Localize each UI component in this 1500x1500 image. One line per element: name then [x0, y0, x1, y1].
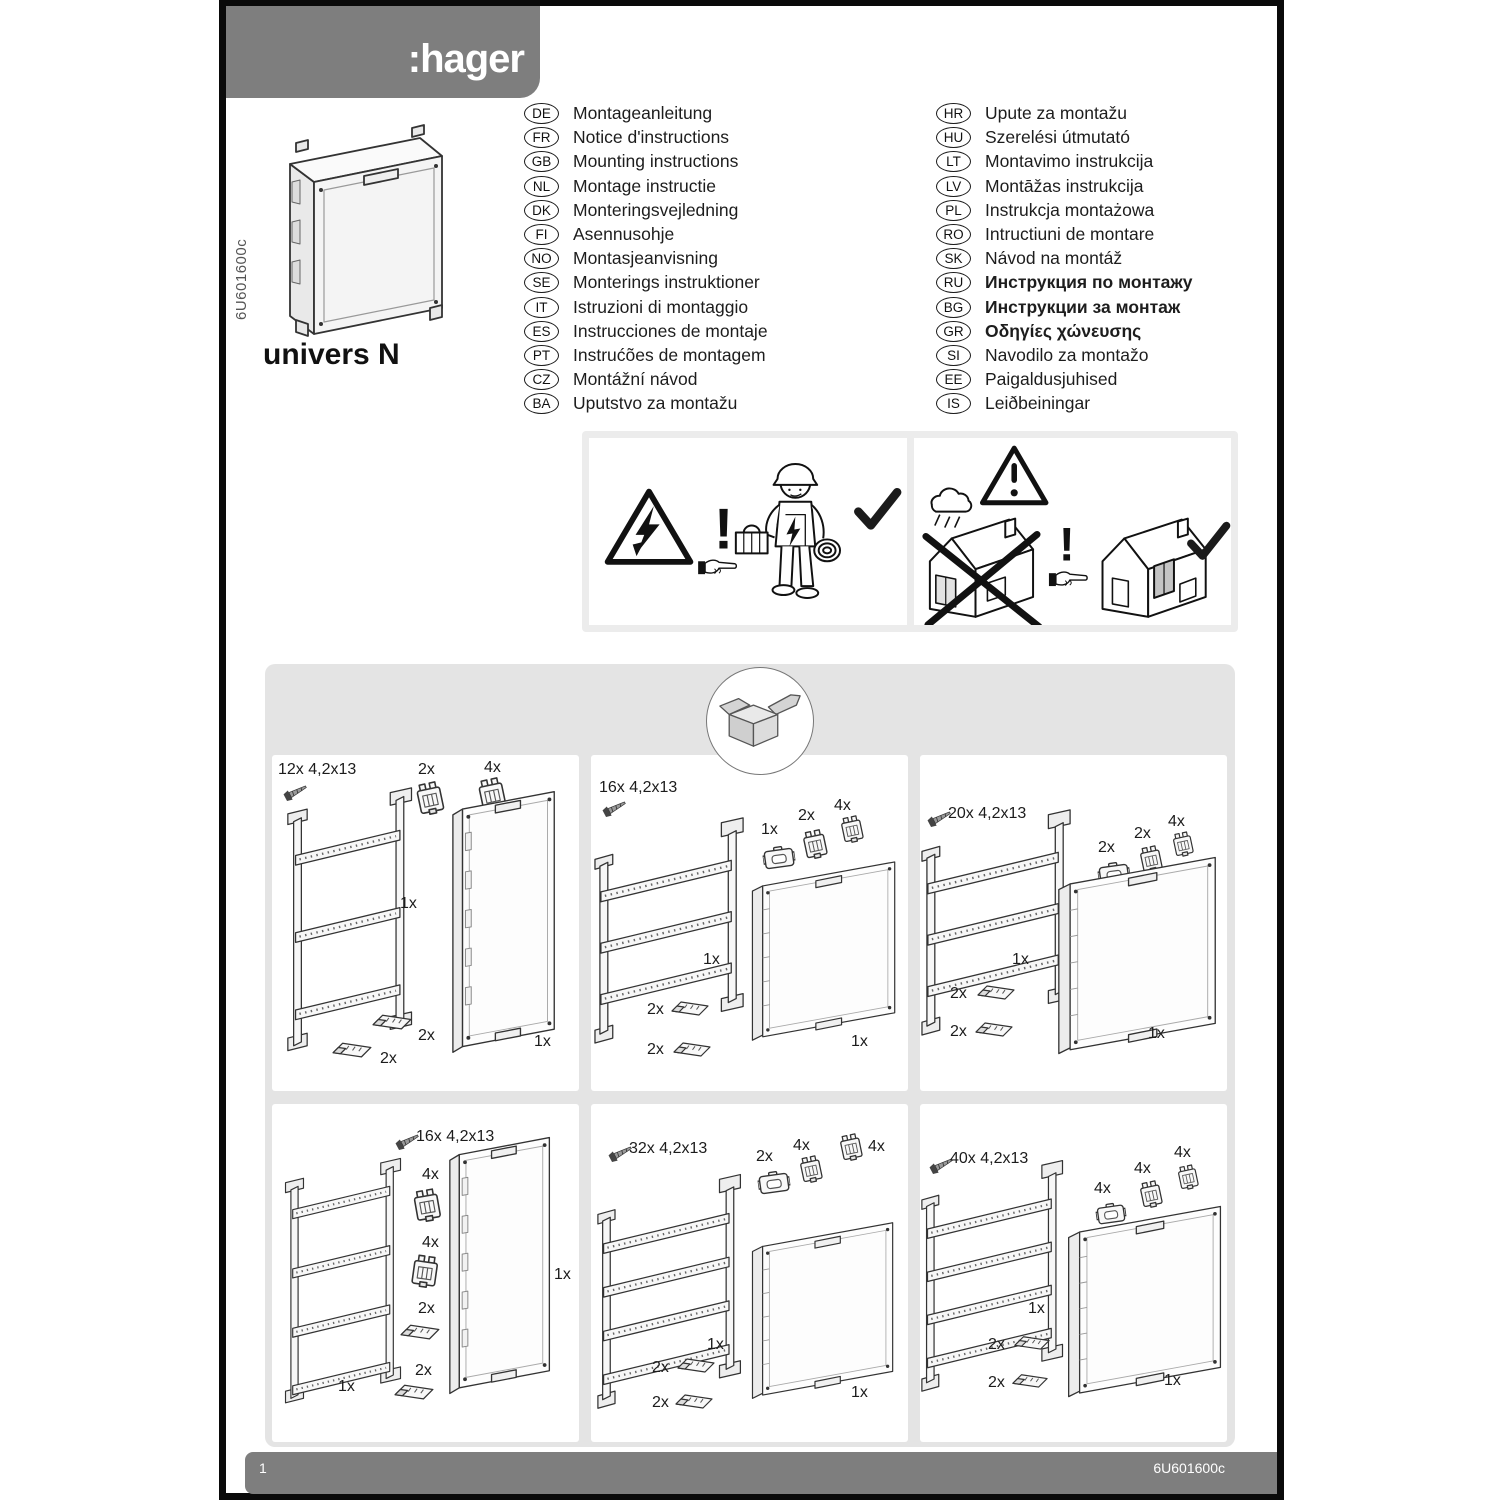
- language-label: Notice d'instructions: [573, 127, 730, 148]
- language-row: [524, 103, 768, 124]
- language-label: Asennusohje: [573, 223, 675, 244]
- electrician-figure-icon: [736, 464, 840, 598]
- qty-label: 1x: [1148, 1025, 1165, 1042]
- language-code-badge: PT: [524, 345, 559, 366]
- language-label: Инструкции за монтаж: [985, 296, 1181, 317]
- safety-pictogram-band: [582, 431, 1238, 632]
- language-label: Montage instructie: [573, 175, 716, 196]
- language-row: [936, 297, 1193, 318]
- frame-diagram: [596, 1166, 748, 1413]
- language-label: Monteringsvejledning: [573, 199, 739, 220]
- header-bar: [226, 6, 540, 98]
- clip-icon: [409, 1186, 444, 1225]
- language-code-badge: CZ: [524, 369, 559, 390]
- connector-icon: [1010, 1370, 1050, 1389]
- cover-diagram: [450, 780, 561, 1065]
- connector-icon: [370, 1010, 414, 1031]
- qty-label: 2x: [1134, 825, 1151, 842]
- language-list-right: [936, 103, 1193, 417]
- language-code-badge: NO: [524, 248, 559, 269]
- qty-label: 4x: [1134, 1160, 1151, 1177]
- qty-label: 2x: [988, 1374, 1005, 1391]
- language-label: Instrukcja montażowa: [985, 199, 1155, 220]
- language-label: Οδηγίες χώνευσης: [985, 320, 1142, 341]
- qty-label: 1x: [707, 1336, 724, 1353]
- qty-label: 2x: [418, 1027, 435, 1044]
- qty-label: 2x: [418, 761, 435, 778]
- connector-icon: [398, 1320, 442, 1341]
- language-code-badge: SI: [936, 345, 971, 366]
- clip-icon: [408, 1252, 442, 1290]
- connector-icon: [392, 1380, 436, 1401]
- electric-hazard-triangle-icon: [608, 492, 691, 562]
- qty-label: 1x: [554, 1266, 571, 1283]
- page-border-left: [219, 0, 226, 1500]
- qty-label: 2x: [380, 1050, 397, 1067]
- qty-label: 2x: [415, 1362, 432, 1379]
- language-row: [524, 297, 768, 318]
- language-code-badge: DK: [524, 200, 559, 221]
- language-code-badge: EE: [936, 369, 971, 390]
- open-box-icon: [718, 690, 802, 752]
- connector-icon: [675, 1354, 717, 1374]
- language-label: Paigaldusjuhised: [985, 369, 1118, 390]
- kit-panel-5: [591, 1104, 908, 1442]
- language-code-badge: GR: [936, 321, 971, 342]
- language-row: [524, 369, 768, 390]
- cover-diagram: [749, 855, 899, 1048]
- language-code-badge: DE: [524, 103, 559, 124]
- unpacking-badge: [706, 667, 814, 775]
- screw-spec-label: 20x 4,2x13: [948, 805, 1027, 822]
- qty-label: 2x: [652, 1394, 669, 1411]
- language-label: Instrucciones de montaje: [573, 320, 768, 341]
- language-list-left: [524, 103, 768, 417]
- language-code-badge: BG: [936, 297, 971, 318]
- cover-diagram: [749, 1216, 897, 1406]
- connector-icon: [671, 1038, 713, 1058]
- kit-panel-6: [920, 1104, 1227, 1442]
- clip-icon: [796, 1153, 825, 1185]
- qty-label: 2x: [652, 1359, 669, 1376]
- qty-label: 1x: [1164, 1372, 1181, 1389]
- cover-diagram: [1055, 850, 1220, 1062]
- language-row: [936, 151, 1193, 172]
- language-label: Montageanleitung: [573, 103, 713, 123]
- language-code-badge: HU: [936, 127, 971, 148]
- qty-label: 1x: [534, 1033, 551, 1050]
- language-label: Návod na montáž: [985, 248, 1123, 269]
- screw-spec-label: 40x 4,2x13: [950, 1150, 1029, 1167]
- language-code-badge: GB: [524, 151, 559, 172]
- qty-label: 4x: [1174, 1144, 1191, 1161]
- language-row: [936, 176, 1193, 197]
- language-code-badge: HR: [936, 103, 971, 124]
- kit-panel-4: [272, 1104, 579, 1442]
- connector-icon: [1012, 1332, 1052, 1351]
- language-row: [524, 224, 768, 245]
- house-indoor-ok-icon: [1102, 519, 1205, 617]
- language-code-badge: NL: [524, 176, 559, 197]
- language-code-badge: IT: [524, 297, 559, 318]
- connector-icon: [975, 981, 1017, 1001]
- language-code-badge: SK: [936, 248, 971, 269]
- qty-label: 4x: [834, 797, 851, 814]
- kit-panel-3: [920, 755, 1227, 1091]
- product-code-vertical: 6U601600c: [233, 238, 250, 320]
- language-row: [936, 103, 1193, 124]
- qty-label: 4x: [1168, 813, 1185, 830]
- language-code-badge: LT: [936, 151, 971, 172]
- qty-label: 1x: [1028, 1300, 1045, 1317]
- language-code-badge: ES: [524, 321, 559, 342]
- qty-label: 1x: [703, 951, 720, 968]
- language-row: [524, 248, 768, 269]
- language-row: [936, 321, 1193, 342]
- language-label: Navodilo za montažo: [985, 344, 1149, 365]
- language-label: Montážní návod: [573, 369, 698, 390]
- language-row: [524, 272, 768, 293]
- qty-label: 2x: [798, 807, 815, 824]
- kit-panel-1: [272, 755, 579, 1091]
- language-code-badge: PL: [936, 200, 971, 221]
- connector-icon: [673, 1390, 715, 1410]
- hager-logo: :hager: [407, 37, 524, 81]
- frame-diagram: [920, 1152, 1070, 1396]
- qty-label: 2x: [647, 1041, 664, 1058]
- footer-doc-code: 6U601600c: [1153, 1460, 1225, 1476]
- qty-label: 2x: [418, 1300, 435, 1317]
- language-row: [524, 127, 768, 148]
- qty-label: 2x: [950, 1023, 967, 1040]
- language-label: Mounting instructions: [573, 151, 739, 172]
- qty-label: 4x: [422, 1166, 439, 1183]
- connector-icon: [330, 1038, 374, 1059]
- qty-label: 2x: [950, 985, 967, 1002]
- cover-diagram: [447, 1126, 556, 1406]
- language-row: [936, 272, 1193, 293]
- cover-diagram: [1065, 1199, 1225, 1405]
- qty-label: 1x: [761, 821, 778, 838]
- checkmark-icon: [858, 492, 897, 525]
- clip-icon: [756, 1168, 791, 1198]
- language-row: [524, 200, 768, 221]
- qty-label: 1x: [400, 895, 417, 912]
- language-row: [936, 345, 1193, 366]
- connector-icon: [973, 1018, 1015, 1038]
- connector-icon: [669, 997, 711, 1017]
- qty-label: 4x: [422, 1234, 439, 1251]
- language-label: Szerelési útmutató: [985, 127, 1130, 148]
- language-label: Montavimo instrukcija: [985, 151, 1154, 172]
- pointing-hand-icon: [698, 560, 736, 574]
- house-outdoor-crossed-icon: [925, 488, 1038, 625]
- language-label: Istruzioni di montaggio: [573, 296, 749, 317]
- kit-panel-2: [591, 755, 908, 1091]
- qty-label: 2x: [1098, 839, 1115, 856]
- language-label: Montāžas instrukcija: [985, 175, 1144, 196]
- exclamation-mark: !: [714, 497, 734, 562]
- language-row: [936, 369, 1193, 390]
- clip-icon: [1175, 1162, 1202, 1192]
- language-row: [936, 127, 1193, 148]
- qty-label: 1x: [851, 1384, 868, 1401]
- language-row: [524, 321, 768, 342]
- screw-spec-label: 16x 4,2x13: [599, 779, 678, 796]
- qty-label: 4x: [484, 759, 501, 776]
- language-label: Leiðbeiningar: [985, 393, 1091, 414]
- language-row: [936, 200, 1193, 221]
- product-figure: [252, 112, 467, 347]
- language-row: [524, 151, 768, 172]
- language-row: [936, 224, 1193, 245]
- language-label: Instrućões de montagem: [573, 344, 766, 365]
- language-label: Upute za montažu: [985, 103, 1128, 123]
- language-code-badge: SE: [524, 272, 559, 293]
- language-code-badge: LV: [936, 176, 971, 197]
- language-code-badge: FR: [524, 127, 559, 148]
- footer-bar: [245, 1452, 1277, 1494]
- language-code-badge: IS: [936, 393, 971, 414]
- qty-label: 1x: [338, 1378, 355, 1395]
- language-code-badge: RU: [936, 272, 971, 293]
- language-row: [936, 393, 1193, 414]
- qty-label: 1x: [851, 1033, 868, 1050]
- footer-page-number: 1: [259, 1460, 267, 1476]
- screw-spec-label: 32x 4,2x13: [629, 1140, 708, 1157]
- qty-label: 4x: [868, 1138, 885, 1155]
- language-code-badge: BA: [524, 393, 559, 414]
- language-row: [524, 393, 768, 414]
- qty-label: 1x: [1012, 951, 1029, 968]
- qty-label: 2x: [756, 1148, 773, 1165]
- clip-icon: [836, 1131, 865, 1163]
- page-border-bottom: [219, 1493, 1284, 1500]
- qty-label: 2x: [988, 1336, 1005, 1353]
- language-row: [524, 176, 768, 197]
- screw-spec-label: 12x 4,2x13: [278, 761, 357, 778]
- screw-spec-label: 16x 4,2x13: [416, 1128, 495, 1145]
- qty-label: 2x: [647, 1001, 664, 1018]
- language-row: [936, 248, 1193, 269]
- language-code-badge: RO: [936, 224, 971, 245]
- language-label: Monterings instruktioner: [573, 272, 760, 293]
- language-label: Montasjeanvisning: [573, 248, 718, 269]
- pointing-hand-icon: [1048, 572, 1086, 586]
- page-border-right: [1277, 0, 1284, 1500]
- safety-pictogram-indoor-use: [914, 438, 1232, 625]
- language-label: Uputstvo za montažu: [573, 393, 738, 414]
- language-label: Инструкция по монтажу: [985, 272, 1193, 293]
- language-code-badge: FI: [524, 224, 559, 245]
- language-row: [524, 345, 768, 366]
- product-name: univers N: [263, 338, 400, 371]
- language-label: Intructiuni de montare: [985, 223, 1155, 244]
- clip-icon: [837, 813, 866, 845]
- warning-triangle-icon: [982, 448, 1046, 503]
- qty-label: 4x: [793, 1137, 810, 1154]
- qty-label: 4x: [1094, 1180, 1111, 1197]
- exclamation-mark: !: [1058, 518, 1075, 572]
- safety-pictogram-electrician: [589, 438, 907, 625]
